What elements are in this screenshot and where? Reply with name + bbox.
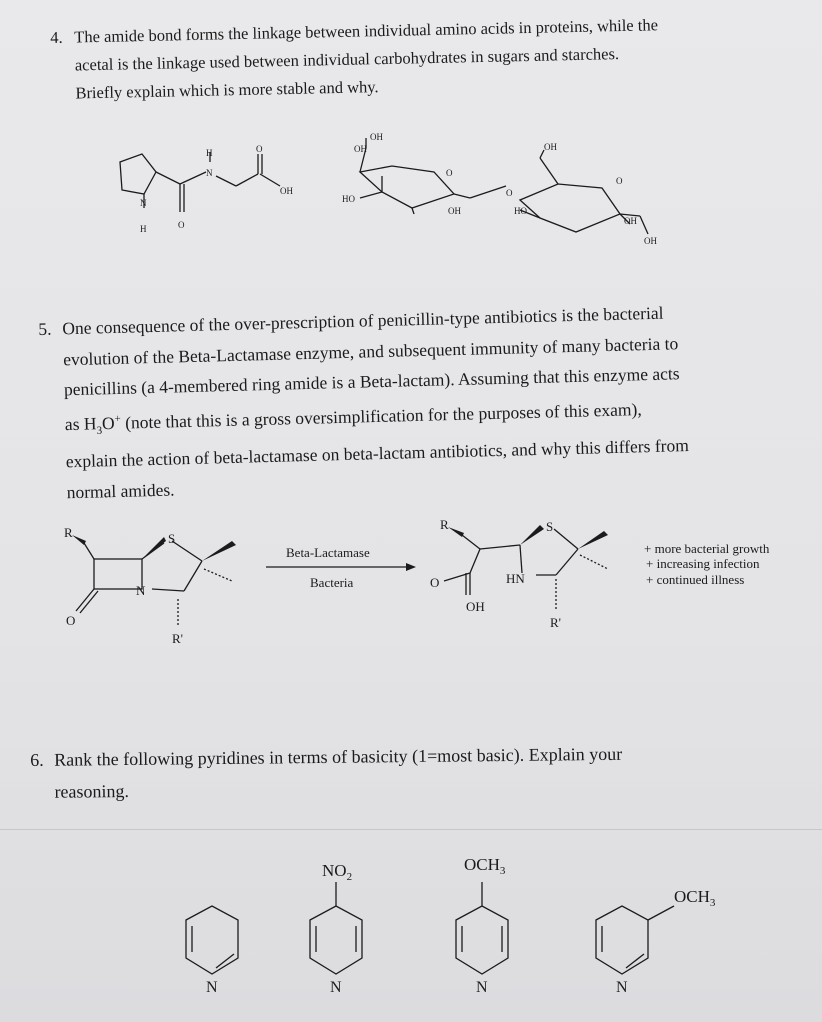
product-r: R	[440, 517, 449, 532]
disaccharide-structure	[330, 128, 670, 253]
sugar-o-ring1: O	[446, 168, 453, 178]
product-s: S	[546, 519, 554, 534]
q4-number: 4.	[50, 27, 63, 47]
pyridine-4	[596, 906, 674, 974]
sugar-oh-right: OH	[624, 216, 637, 226]
reactant-o: O	[66, 613, 76, 628]
sugar-ring-1	[360, 138, 470, 214]
amide-structure	[100, 140, 310, 240]
sugar-ho-left: HO	[342, 194, 355, 204]
q4-line-3: Briefly explain which is more stable and why.	[75, 77, 379, 103]
pyridine-2-n: N	[330, 979, 342, 996]
reaction-arrow	[266, 563, 416, 571]
arrow-label-top: Beta-Lactamase	[286, 545, 370, 560]
amide-o-top: O	[256, 144, 263, 154]
pyridine-structures	[150, 840, 760, 1010]
pyridine-3-substituent: $OCH_3$	[464, 855, 506, 877]
q6-line-2: reasoning.	[54, 780, 130, 802]
pyridine-2-substituent: $NO_2$	[322, 861, 353, 883]
sugar-oh-top: OH	[370, 132, 383, 142]
pyridine-2	[310, 882, 362, 974]
q5-line-6: normal amides.	[66, 479, 175, 503]
pyridine-3-n: N	[476, 979, 488, 996]
product-r-prime: R'	[550, 615, 562, 630]
question-5	[38, 294, 803, 508]
product-o: O	[430, 575, 440, 590]
sugar-o-ring2: O	[616, 176, 623, 186]
amide-oh: OH	[280, 186, 293, 196]
effect-3: + continued illness	[646, 572, 745, 587]
amide-o-bottom: O	[178, 220, 185, 230]
q6-number: 6.	[30, 749, 44, 770]
q5-number: 5.	[38, 318, 52, 339]
amide-n: N	[206, 168, 213, 178]
pyridine-1	[186, 906, 238, 974]
sugar-ring-2	[470, 150, 648, 234]
q5-line-4: as $H_3O^+$ (note that this is a gross oversimplification for the purposes of this exam),	[64, 398, 642, 437]
reactant-s: S	[168, 531, 176, 546]
page-divider	[0, 829, 822, 830]
reactant-structure	[72, 535, 236, 627]
q5-line-1: 5. One consequence of the over-prescription of penicillin-type antibiotics is the bacterial	[38, 294, 799, 344]
amide-h-ring: H	[140, 224, 147, 234]
effect-1: + more bacterial growth	[644, 541, 770, 556]
q6-line-1: 6. Rank the following pyridines in terms of basicity (1=most basic). Explain your	[30, 736, 790, 776]
sugar-oh-mid: OH	[448, 206, 461, 216]
sugar-o-link: O	[506, 188, 513, 198]
amide-n-ring: N	[140, 198, 147, 208]
product-hn: HN	[506, 571, 525, 586]
sugar-oh-pair: OH	[354, 144, 367, 154]
pyridine-4-substituent: $OCH_3$	[674, 887, 716, 909]
q4-line-1: 4. The amide bond forms the linkage between individual amino acids in proteins, while the	[50, 9, 750, 52]
sugar-ho-right: HO	[514, 206, 527, 216]
q5-line-3: penicillins (a 4-membered ring amide is a Beta-lactam). Assuming that this enzyme acts	[63, 363, 680, 400]
amide-h-top: H	[206, 148, 213, 158]
pyridine-1-n: N	[206, 979, 218, 996]
reactant-n: N	[136, 583, 146, 598]
arrow-label-bottom: Bacteria	[310, 575, 354, 590]
pyridine-3	[456, 882, 508, 974]
question-6	[30, 736, 791, 808]
q5-line-5: explain the action of beta-lactamase on beta-lactam antibiotics, and why this differs from	[65, 435, 690, 472]
sugar-oh-bottom: OH	[644, 236, 657, 246]
pyridine-4-n: N	[616, 979, 628, 996]
q5-line-2: evolution of the Beta-Lactamase enzyme, and subsequent immunity of many bacteria to	[62, 332, 679, 369]
reactant-r-prime: R'	[172, 631, 184, 646]
effect-2: + increasing infection	[646, 556, 760, 571]
sugar-oh-top2: OH	[544, 142, 557, 152]
reactant-r: R	[64, 525, 73, 540]
q4-line-2: acetal is the linkage used between individual carbohydrates in sugars and starches.	[74, 44, 620, 75]
product-oh: OH	[466, 599, 485, 614]
beta-lactam-scheme	[60, 515, 800, 655]
question-4	[50, 9, 752, 108]
